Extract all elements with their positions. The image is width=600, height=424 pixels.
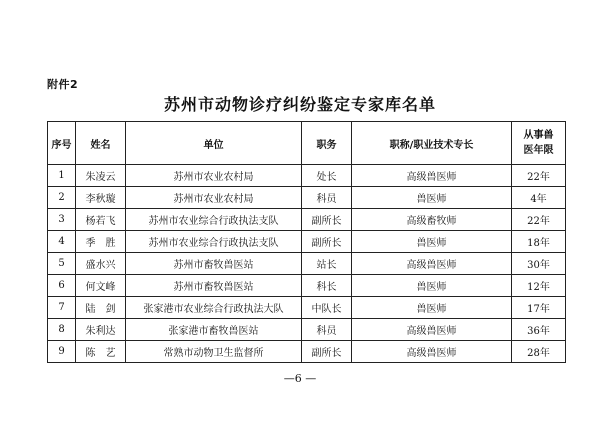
cell-unit: 苏州市农业农村局 (126, 187, 302, 209)
cell-years: 28年 (512, 341, 566, 363)
table-row (48, 209, 566, 231)
cell-index: 9 (48, 341, 76, 363)
attachment-label: 附件2 (47, 78, 79, 91)
table-row (48, 231, 566, 253)
cell-unit: 苏州市畜牧兽医站 (126, 253, 302, 275)
cell-name: 陈 艺 (76, 341, 126, 363)
table-row (48, 319, 566, 341)
table-row (48, 341, 566, 363)
cell-name: 李秋璇 (76, 187, 126, 209)
cell-unit: 张家港市农业综合行政执法大队 (126, 297, 302, 319)
expert-list-table (47, 121, 566, 363)
header-position: 职务 (302, 122, 352, 165)
cell-title: 高级兽医师 (352, 319, 512, 341)
cell-years: 30年 (512, 253, 566, 275)
cell-name: 朱利达 (76, 319, 126, 341)
cell-years: 4年 (512, 187, 566, 209)
table-row (48, 275, 566, 297)
cell-index: 4 (48, 231, 76, 253)
cell-index: 7 (48, 297, 76, 319)
table-header-row (48, 122, 566, 165)
cell-title: 高级兽医师 (352, 165, 512, 187)
cell-title: 高级畜牧师 (352, 209, 512, 231)
cell-years: 22年 (512, 209, 566, 231)
page-number: —6 — (283, 372, 317, 385)
cell-name: 何文峰 (76, 275, 126, 297)
cell-position: 科员 (302, 319, 352, 341)
cell-name: 朱凌云 (76, 165, 126, 187)
cell-index: 2 (48, 187, 76, 209)
cell-years: 17年 (512, 297, 566, 319)
cell-position: 处长 (302, 165, 352, 187)
cell-title: 高级兽医师 (352, 253, 512, 275)
cell-unit: 苏州市农业综合行政执法支队 (126, 231, 302, 253)
cell-years: 18年 (512, 231, 566, 253)
cell-index: 3 (48, 209, 76, 231)
cell-index: 6 (48, 275, 76, 297)
cell-title: 高级兽医师 (352, 341, 512, 363)
cell-unit: 张家港市畜牧兽医站 (126, 319, 302, 341)
header-index: 序号 (48, 122, 76, 165)
table-row (48, 297, 566, 319)
cell-title: 兽医师 (352, 275, 512, 297)
cell-years: 12年 (512, 275, 566, 297)
cell-position: 中队长 (302, 297, 352, 319)
header-years-line2: 医年限 (523, 145, 554, 156)
cell-years: 22年 (512, 165, 566, 187)
cell-index: 5 (48, 253, 76, 275)
table-row (48, 187, 566, 209)
cell-unit: 常熟市动物卫生监督所 (126, 341, 302, 363)
cell-position: 科长 (302, 275, 352, 297)
document-title: 苏州市动物诊疗纠纷鉴定专家库名单 (163, 95, 436, 114)
table-row (48, 253, 566, 275)
cell-years: 36年 (512, 319, 566, 341)
header-title: 职称/职业技术专长 (352, 122, 512, 165)
cell-position: 副所长 (302, 341, 352, 363)
cell-name: 陆 剑 (76, 297, 126, 319)
cell-unit: 苏州市畜牧兽医站 (126, 275, 302, 297)
cell-name: 盛水兴 (76, 253, 126, 275)
cell-name: 季 胜 (76, 231, 126, 253)
header-unit: 单位 (126, 122, 302, 165)
header-years (512, 122, 566, 165)
header-years-line1: 从事兽 (523, 130, 554, 141)
cell-title: 兽医师 (352, 187, 512, 209)
cell-unit: 苏州市农业综合行政执法支队 (126, 209, 302, 231)
cell-unit: 苏州市农业农村局 (126, 165, 302, 187)
cell-position: 副所长 (302, 209, 352, 231)
cell-position: 科员 (302, 187, 352, 209)
cell-title: 兽医师 (352, 231, 512, 253)
table-row (48, 165, 566, 187)
cell-index: 1 (48, 165, 76, 187)
cell-position: 站长 (302, 253, 352, 275)
cell-name: 杨若飞 (76, 209, 126, 231)
cell-position: 副所长 (302, 231, 352, 253)
header-name: 姓名 (76, 122, 126, 165)
cell-index: 8 (48, 319, 76, 341)
cell-title: 兽医师 (352, 297, 512, 319)
